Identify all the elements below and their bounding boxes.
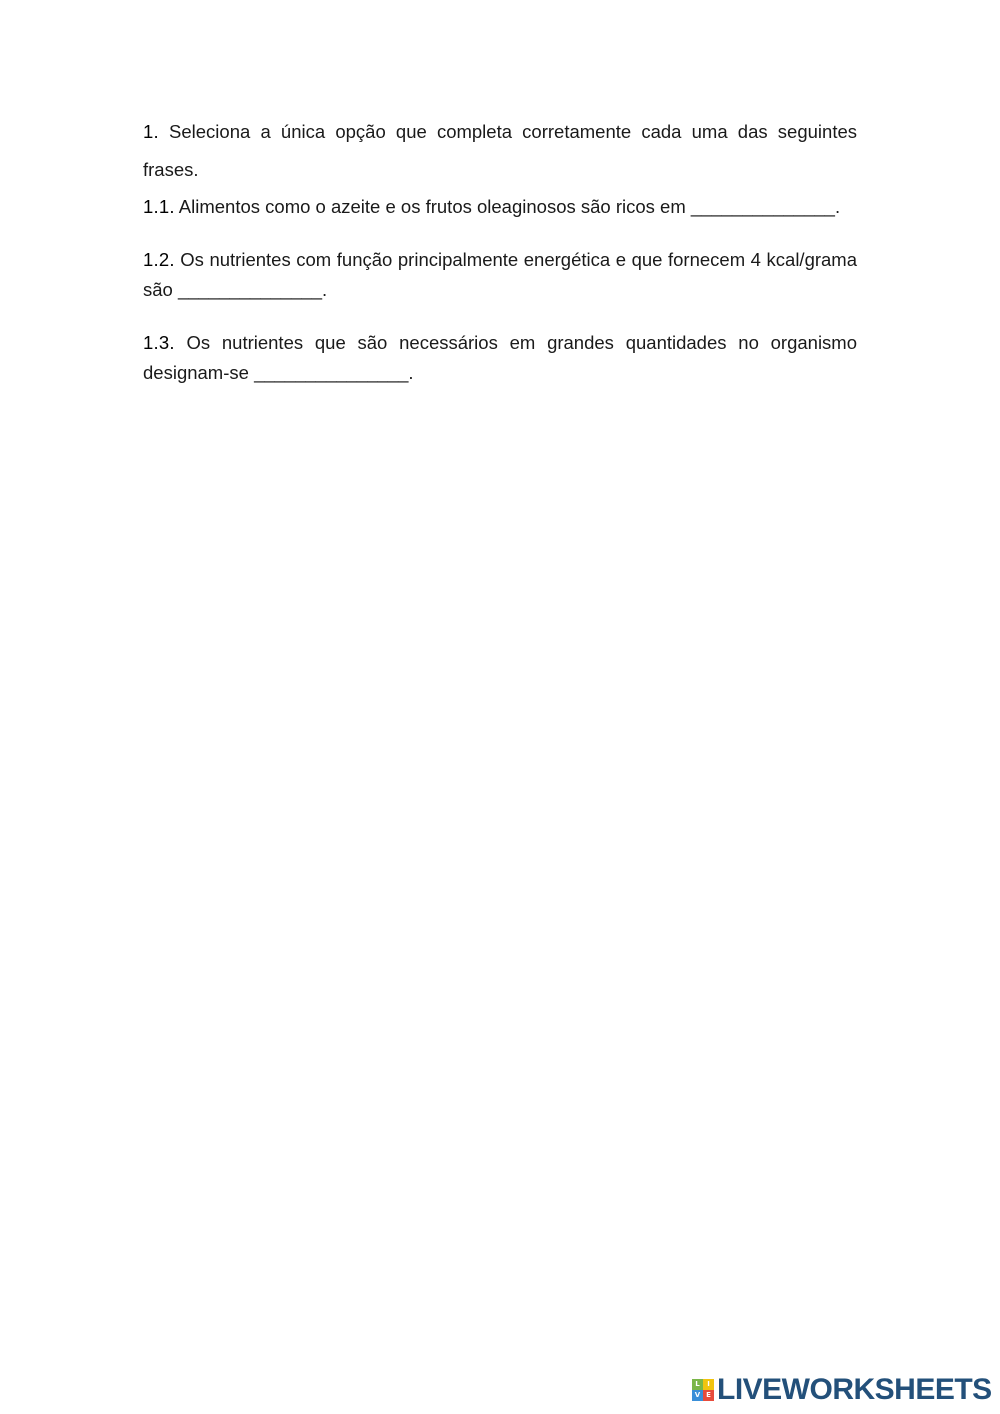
question-1-text: Seleciona a única opção que completa corretamente cada uma das seguintes frases.	[143, 121, 857, 180]
question-1-3-number: 1.3.	[143, 332, 175, 353]
liveworksheets-logo-text: LIVEWORKSHEETS	[717, 1373, 992, 1406]
question-1-1-blank[interactable]: ______________.	[690, 196, 841, 217]
question-1-1-number: 1.1.	[143, 196, 175, 217]
liveworksheets-logo	[692, 1374, 992, 1406]
question-1-2	[143, 245, 857, 305]
question-1-2-number: 1.2.	[143, 249, 175, 270]
question-1-2-text: Os nutrientes com função principalmente energética e que fornecem 4 kcal/grama são	[143, 249, 858, 300]
worksheet-page	[143, 0, 857, 1414]
question-1-2-blank[interactable]: ______________.	[177, 279, 328, 300]
question-1	[143, 113, 857, 189]
question-1-number: 1.	[143, 121, 159, 142]
question-1-1-text: Alimentos como o azeite e os frutos oleaginosos são ricos em	[178, 196, 686, 217]
question-1-3-blank[interactable]: _______________.	[254, 362, 414, 383]
liveworksheets-logo-icon: L I V E	[692, 1379, 714, 1401]
question-1-1	[143, 191, 857, 223]
question-1-3	[143, 328, 857, 388]
question-1-3-text: Os nutrientes que são necessários em grandes quantidades no organismo designam-se	[143, 332, 858, 383]
